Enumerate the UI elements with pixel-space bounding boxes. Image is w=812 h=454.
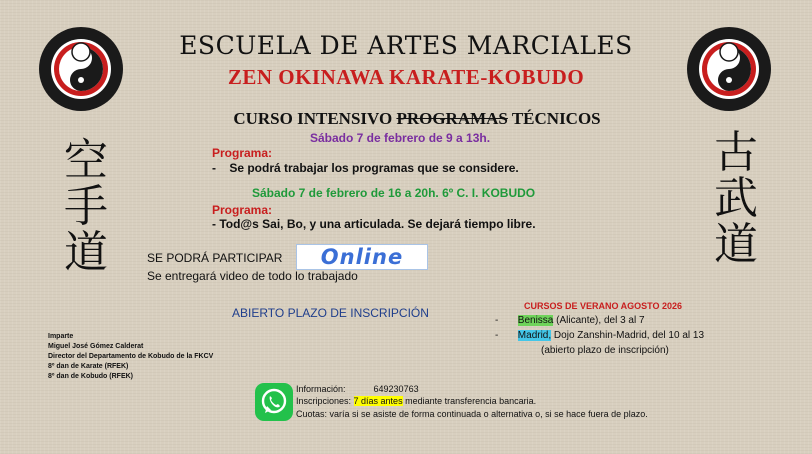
registration-open-label: ABIERTO PLAZO DE INSCRIPCIÓN bbox=[232, 306, 429, 320]
session1-date: Sábado 7 de febrero de 9 a 13h. bbox=[310, 131, 491, 145]
dojo-logo-icon bbox=[38, 26, 124, 112]
online-badge: Online bbox=[296, 244, 428, 270]
info-phone-line: Información: 649230763 bbox=[296, 384, 419, 394]
info-inscriptions-line: Inscripciones: 7 días antes mediante transferencia bancaria. bbox=[296, 396, 537, 406]
phone-number: 649230763 bbox=[373, 384, 419, 394]
session1-program-text: - Se podrá trabajar los programas que se considere. bbox=[212, 161, 519, 175]
video-note: Se entregará video de todo lo trabajado bbox=[147, 269, 358, 283]
instructor-info: Imparte Miguel José Gómez Calderat Director del Departamento de Kobudo de la FKCV 8º dan de Karate (RFEK) 8º dan de Kobudo (RFEK) bbox=[48, 333, 214, 380]
summer-registration-note: (abierto plazo de inscripción) bbox=[541, 345, 669, 356]
whatsapp-icon bbox=[255, 383, 293, 421]
participate-label: SE PODRÁ PARTICIPAR bbox=[147, 251, 283, 265]
school-subtitle: ZEN OKINAWA KARATE-KOBUDO bbox=[227, 65, 585, 89]
school-title: ESCUELA DE ARTES MARCIALES bbox=[179, 31, 633, 60]
info-quotas-line: Cuotas: varía si se asiste de forma continuada o alternativa o, si se hace fuera de plazo. bbox=[296, 409, 648, 419]
session2-program-text: - Tod@s Sai, Bo, y una articulada. Se dejará tiempo libre. bbox=[212, 217, 536, 231]
summer-course-item: - Benissa (Alicante), del 3 al 7 bbox=[495, 315, 645, 326]
course-title: CURSO INTENSIVO PROGRAMAS TÉCNICOS bbox=[233, 109, 601, 128]
summer-courses-title: CURSOS DE VERANO AGOSTO 2026 bbox=[524, 301, 683, 311]
karate-do-kanji: 空 手 道 bbox=[64, 135, 108, 278]
dojo-logo-icon bbox=[686, 26, 772, 112]
session2-date: Sábado 7 de febrero de 16 a 20h. 6º C. I. KOBUDO bbox=[252, 186, 536, 200]
kobudo-kanji: 古 武 道 bbox=[714, 127, 758, 270]
session2-program-label: Programa: bbox=[212, 203, 273, 217]
session1-program-label: Programa: bbox=[212, 146, 273, 160]
summer-course-item: - Madrid, Dojo Zanshin-Madrid, del 10 al 13 bbox=[495, 330, 705, 341]
